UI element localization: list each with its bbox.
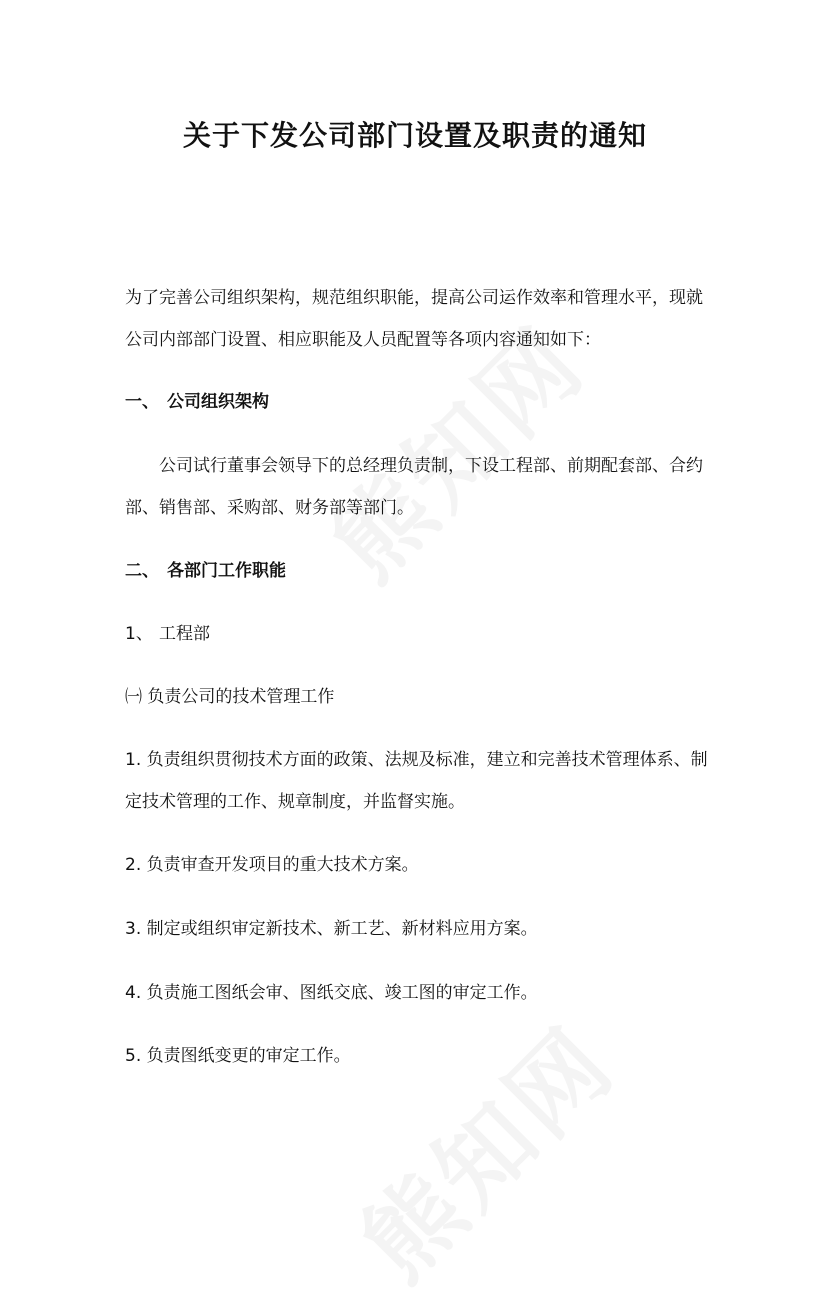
list-item: 5. 负责图纸变更的审定工作。	[125, 1046, 351, 1066]
section-heading	[125, 390, 269, 414]
subsection-heading: ㈠ 负责公司的技术管理工作	[125, 687, 335, 707]
list-item: 2. 负责审查开发项目的重大技术方案。	[125, 855, 419, 875]
intro-paragraph-line: 为了完善公司组织架构，规范组织职能，提高公司运作效率和管理水平，现就	[125, 288, 703, 308]
section-body-line: 部、销售部、采购部、财务部等部门。	[125, 498, 414, 518]
section-body-line: 公司试行董事会领导下的总经理负责制，下设工程部、前期配套部、合约	[159, 456, 703, 476]
list-item-line: 定技术管理的工作、规章制度，并监督实施。	[125, 792, 465, 812]
department-name: 工程部	[159, 624, 210, 644]
section-title: 各部门工作职能	[167, 561, 286, 581]
section-number: 二、	[125, 561, 159, 581]
section-heading	[125, 559, 286, 583]
intro-paragraph-line: 公司内部部门设置、相应职能及人员配置等各项内容通知如下：	[125, 330, 601, 350]
document-title: 关于下发公司部门设置及职责的通知	[182, 119, 647, 152]
department-heading	[125, 622, 210, 646]
section-title: 公司组织架构	[167, 392, 269, 412]
list-item: 3. 制定或组织审定新技术、新工艺、新材料应用方案。	[125, 919, 538, 939]
list-item: 4. 负责施工图纸会审、图纸交底、竣工图的审定工作。	[125, 983, 538, 1003]
department-number: 1、	[125, 624, 153, 644]
watermark	[326, 992, 639, 1305]
list-item-line: 1. 负责组织贯彻技术方面的政策、法规及标准，建立和完善技术管理体系、制	[125, 750, 708, 770]
section-number: 一、	[125, 392, 159, 412]
